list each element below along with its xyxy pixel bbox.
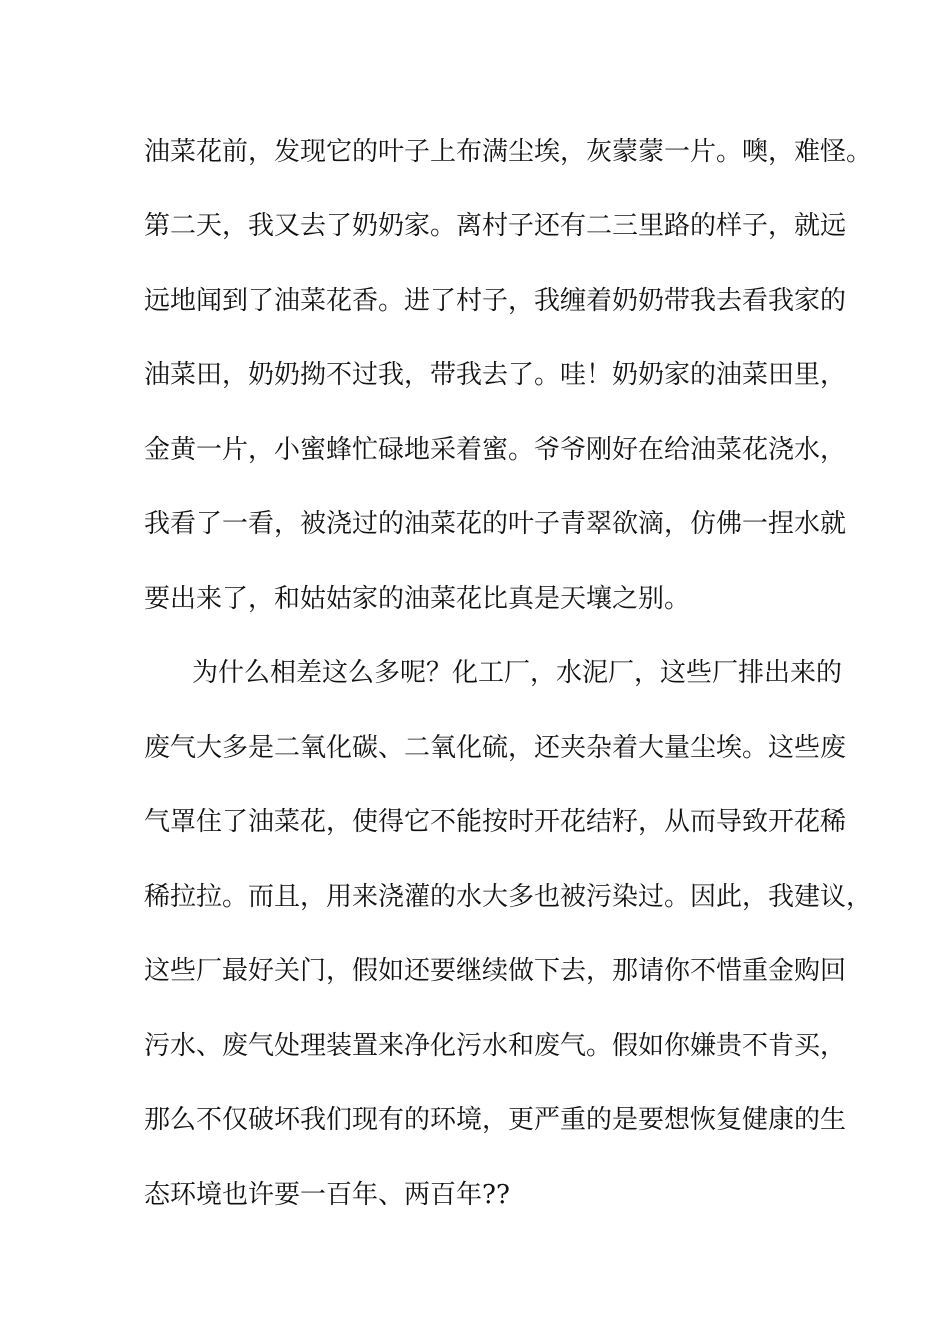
- text-line: 油菜田，奶奶拗不过我，带我去了。哇！奶奶家的油菜田里，: [144, 360, 847, 390]
- text-line: 态环境也许要一百年、两百年??: [144, 1180, 510, 1210]
- text-line: 第二天，我又去了奶奶家。离村子还有二三里路的样子，就远: [144, 211, 847, 241]
- text-line: 稀拉拉。而且，用来浇灌的水大多也被污染过。因此，我建议，: [144, 882, 873, 912]
- text-line: 那么不仅破坏我们现有的环境，更严重的是要想恢复健康的生: [144, 1105, 847, 1135]
- paragraph-first-line: 为什么相差这么多呢？化工厂，水泥厂，这些厂排出来的: [192, 658, 843, 688]
- text-line: 废气大多是二氧化碳、二氧化硫，还夹杂着大量尘埃。这些废: [144, 733, 847, 763]
- text-line: 这些厂最好关门，假如还要继续做下去，那请你不惜重金购回: [144, 956, 847, 986]
- text-line: 油菜花前，发现它的叶子上布满尘埃，灰蒙蒙一片。噢，难怪。: [144, 137, 873, 167]
- text-line: 我看了一看，被浇过的油菜花的叶子青翠欲滴，仿佛一捏水就: [144, 509, 847, 539]
- text-line: 污水、废气处理装置来净化污水和废气。假如你嫌贵不肯买，: [144, 1031, 847, 1061]
- text-line: 金黄一片，小蜜蜂忙碌地采着蜜。爷爷刚好在给油菜花浇水，: [144, 435, 847, 465]
- text-line: 气罩住了油菜花，使得它不能按时开花结籽，从而导致开花稀: [144, 807, 847, 837]
- text-line: 要出来了，和姑姑家的油菜花比真是天壤之别。: [144, 584, 691, 614]
- text-line: 远地闻到了油菜花香。进了村子，我缠着奶奶带我去看我家的: [144, 286, 847, 316]
